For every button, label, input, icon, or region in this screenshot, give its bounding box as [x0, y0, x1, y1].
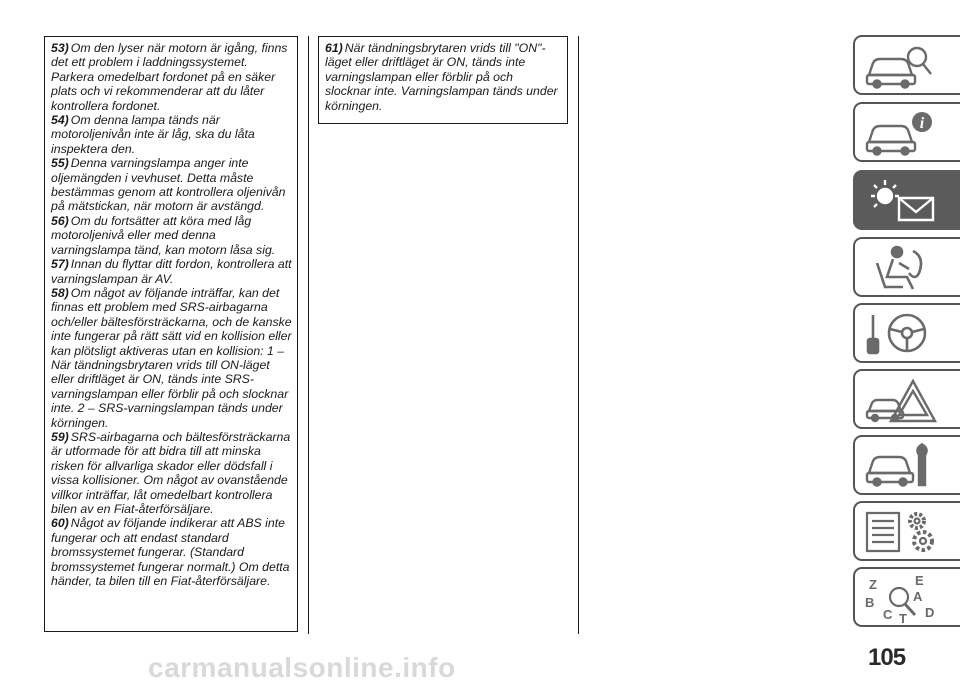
note-number: 61) [325, 41, 343, 55]
note-number: 55) [51, 156, 69, 171]
note-number: 58) [51, 285, 69, 300]
index-letter: Z [869, 577, 877, 592]
tab-starting-driving[interactable] [853, 303, 960, 363]
column-divider [308, 36, 309, 634]
notes-column-right [318, 36, 568, 124]
column-divider [578, 36, 579, 634]
tab-car-search[interactable] [853, 35, 960, 95]
index-letter: B [865, 595, 875, 610]
note-text: När tändningsbrytaren vrids till "ON"-läget eller driftläget är ON, tänds inte varningslampan eller förblir på och slocknar inte. Varningslampan tänds under körningen. [325, 41, 558, 113]
note-number: 57) [51, 257, 69, 272]
note-text: Om den lyser när motorn är igång, finns det ett problem i laddningssystemet. Parkera omedelbart fordonet på en säker plats och vi rekommenderar att du låter kontrollera fordonet. [51, 41, 288, 113]
notes-column-left [44, 36, 298, 632]
tab-technical-data[interactable] [853, 501, 960, 561]
note-item [51, 214, 292, 257]
note-item [51, 113, 292, 156]
tab-car-info[interactable] [853, 102, 960, 162]
note-text: Något av följande indikerar att ABS inte fungerar och att endast standard bromssystemet fungerar. (Standard bromssystemet fungerar normalt.) Om detta händer, ta bilen till en Fiat-återförsäljare. [51, 516, 290, 589]
watermark: carmanualsonline.info [148, 652, 456, 683]
svg-text:i: i [919, 115, 925, 132]
seat-airbag-icon [863, 243, 939, 293]
note-text: Denna varningslampa anger inte oljemängden i vevhuset. Detta måste bestämmas genom att kontrollera oljenivån på mätstickan, när motorn är avstängd. [51, 156, 286, 214]
index-letter: E [915, 573, 924, 588]
note-number: 53) [51, 41, 69, 55]
car-info-icon [863, 108, 939, 158]
specs-gear-icon [863, 507, 939, 557]
breakdown-warning-icon [863, 375, 939, 425]
tab-warning-lights[interactable] [853, 170, 960, 230]
note-item [51, 41, 292, 113]
note-number: 60) [51, 516, 69, 531]
car-wrench-icon [863, 441, 939, 491]
car-search-icon [863, 41, 939, 91]
key-steering-wheel-icon [863, 309, 939, 359]
index-letter: C [883, 607, 893, 622]
note-text: Om du fortsätter att köra med låg motoroljenivå eller med denna varningslampa tänd, kan motorn låsa sig. [51, 213, 276, 257]
note-item [51, 516, 292, 588]
note-item [325, 41, 562, 113]
tab-safety[interactable] [853, 237, 960, 297]
tab-index[interactable] [853, 567, 960, 627]
note-number: 59) [51, 429, 69, 444]
alphabet-index-icon [863, 573, 939, 623]
note-number: 54) [51, 113, 69, 128]
note-item [51, 430, 292, 516]
tab-emergency[interactable] [853, 369, 960, 429]
note-text: Innan du flyttar ditt fordon, kontrollera att varningslampan är AV. [51, 257, 292, 286]
note-item [51, 257, 292, 286]
note-item [51, 156, 292, 214]
index-letter: D [925, 605, 935, 620]
page-number: 105 [868, 644, 906, 671]
note-item [51, 286, 292, 430]
note-number: 56) [51, 213, 69, 228]
note-text: Om något av följande inträffar, kan det finnas ett problem med SRS-airbagarna och/eller bältesförsträckarna, och de kanske inte fungerar på rätt sätt vid en kollision eller kan plötsligt aktiveras utan en kollision: 1 – När tändningsbrytaren vrids till ON-läget eller driftläget är ON, tänds inte SRS-varningslampan eller förblir på och slocknar inte. 2 – SRS-varningslampan tänds under körningen. [51, 285, 292, 430]
warning-light-message-icon [863, 176, 939, 226]
index-letter: T [899, 611, 907, 623]
index-letter: A [913, 589, 923, 604]
note-text: SRS-airbagarna och bältesförsträckarna är utformade för att bidra till att minska risken för allvarliga skador eller dödsfall i vissa kollisioner. Om något av ovanstående villkor inträffar, låt omedelbart kontrollera bilen av en Fiat-återförsäljare. [51, 429, 291, 516]
tab-servicing[interactable] [853, 435, 960, 495]
note-text: Om denna lampa tänds när motoroljenivån inte är låg, ska du låta inspektera den. [51, 113, 255, 156]
